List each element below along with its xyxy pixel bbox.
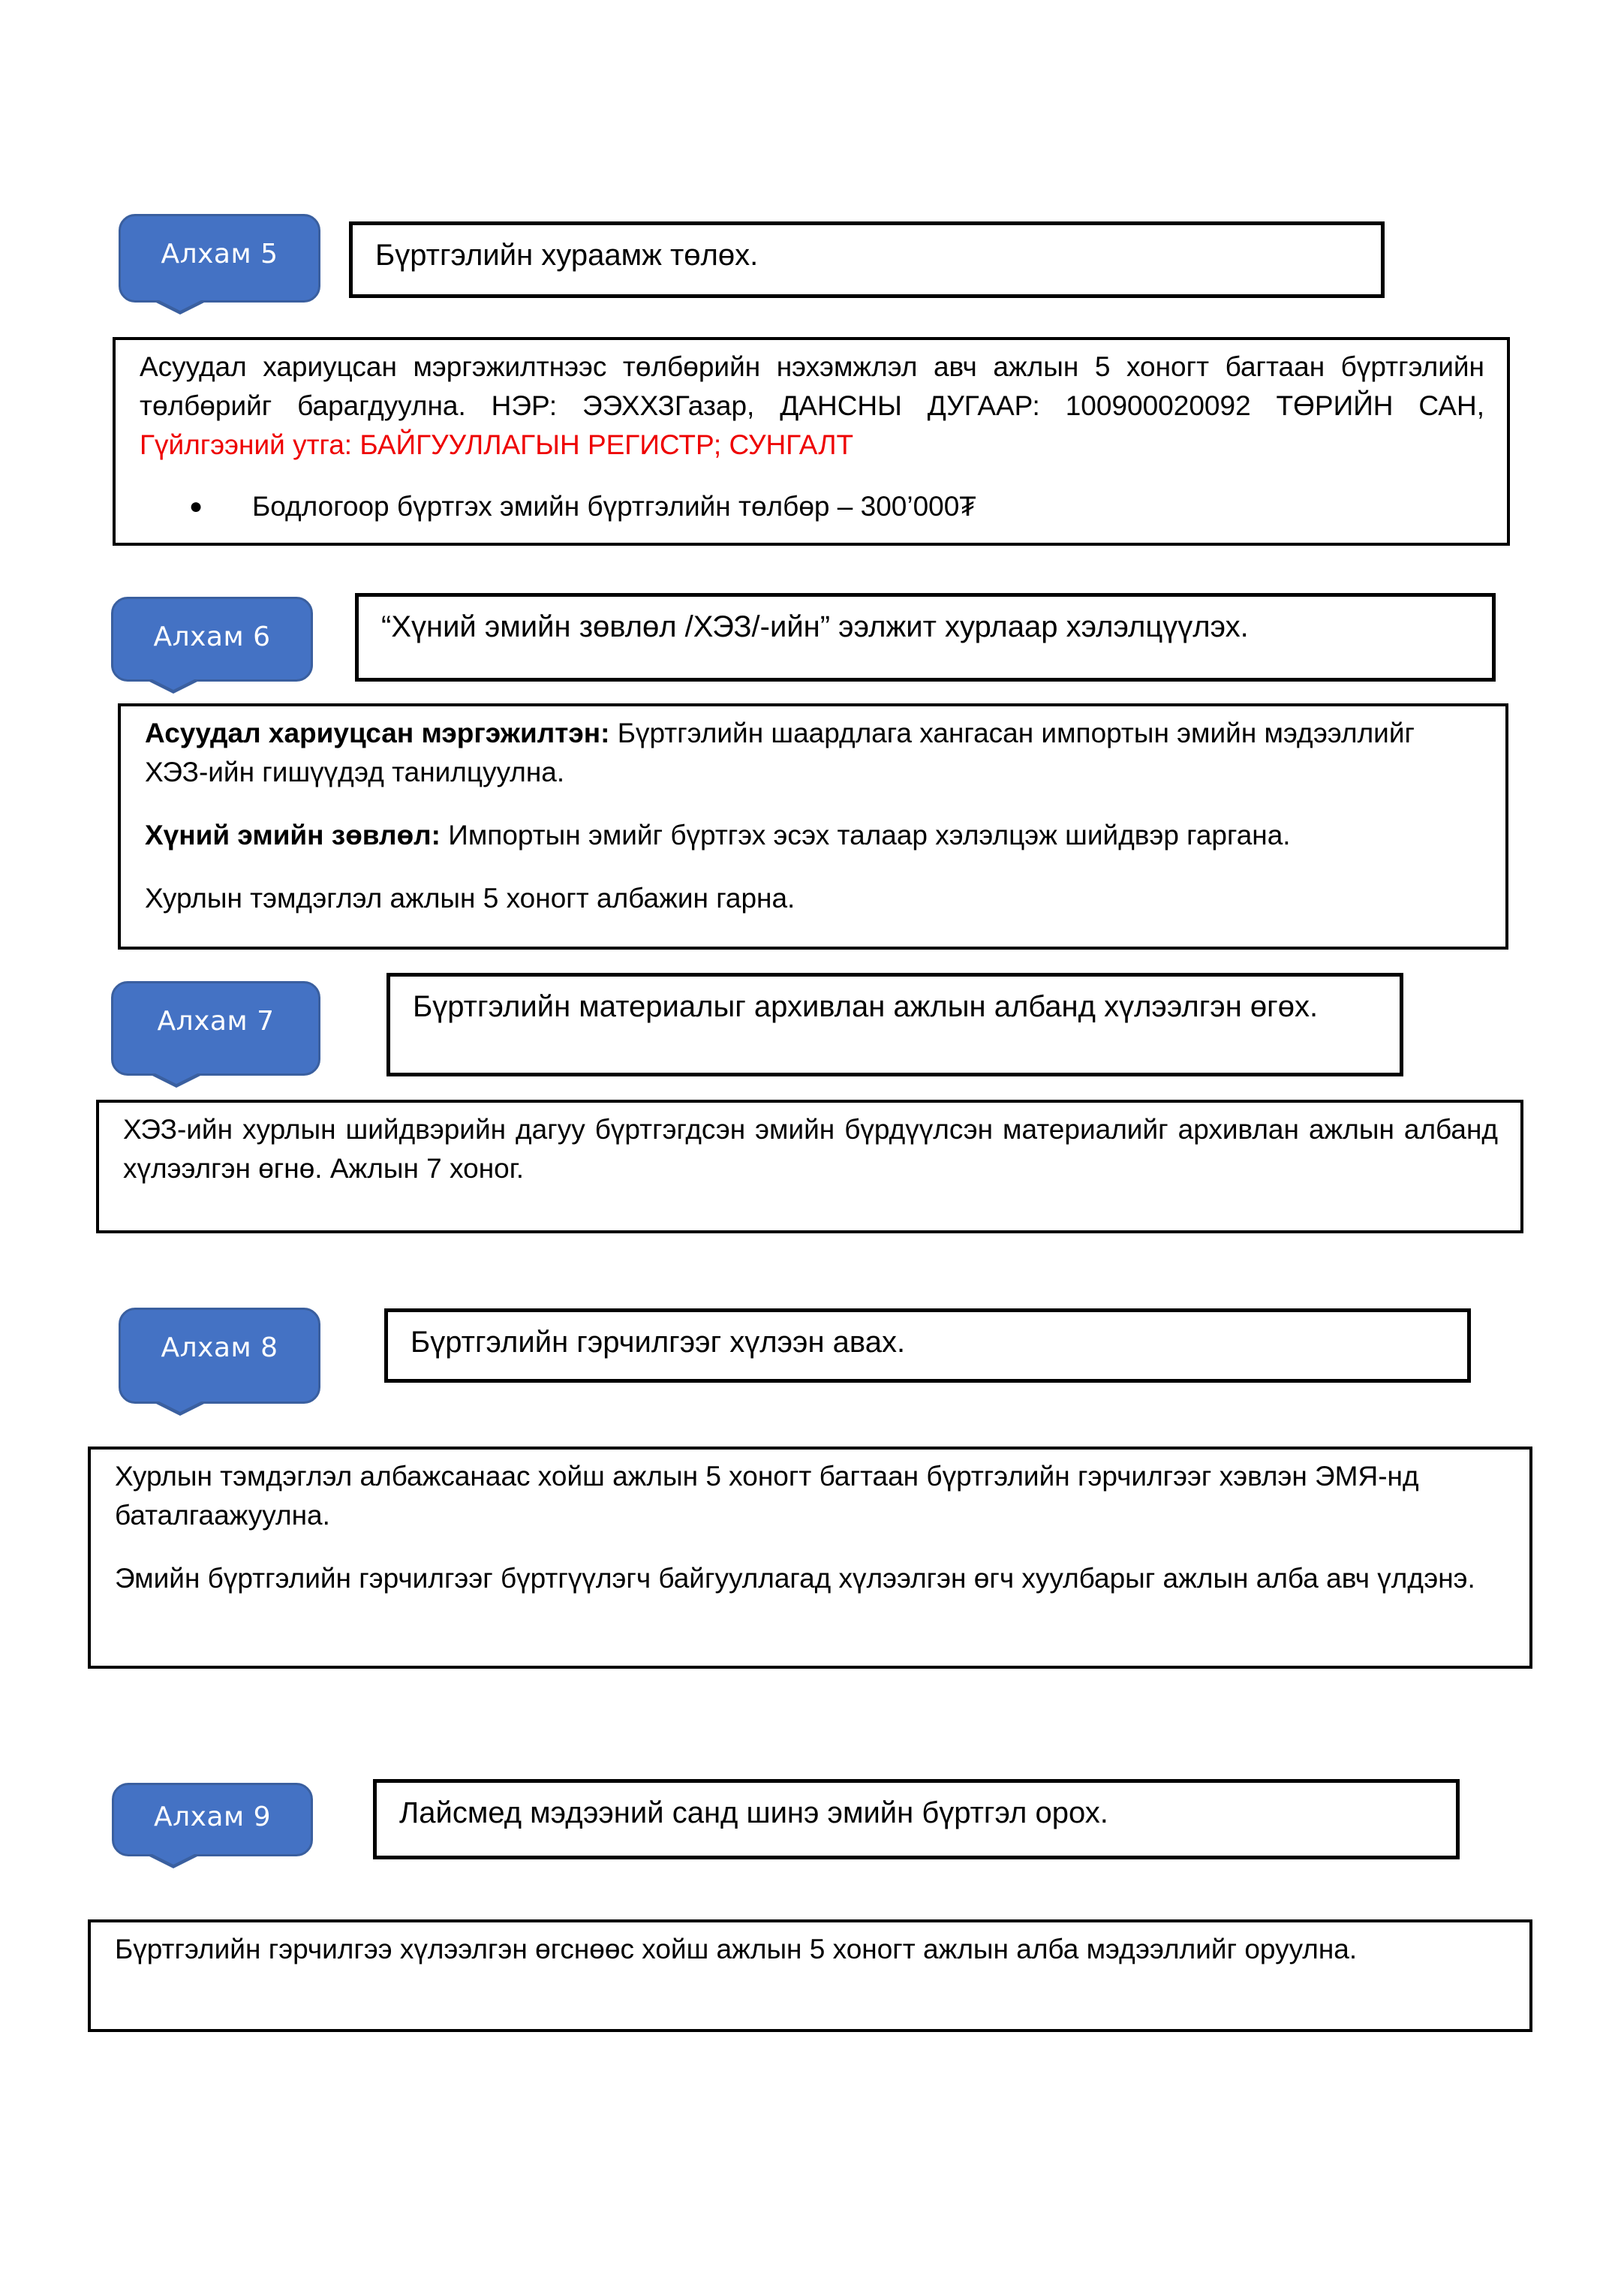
step-9-title: Лайсмед мэдээний санд шинэ эмийн бүртгэл орох. — [399, 1796, 1108, 1829]
step-5-title: Бүртгэлийн хураамж төлөх. — [375, 239, 759, 272]
step-5-bullet-item — [140, 487, 1484, 526]
step-6-role-2: Хүний эмийн зөвлөл: — [145, 820, 441, 850]
step-7-callout — [111, 981, 320, 1076]
step-7-body-box — [96, 1100, 1523, 1233]
step-6-label: Алхам 6 — [153, 622, 271, 652]
step-9-callout — [112, 1783, 313, 1856]
callout-pointer-icon — [155, 1403, 206, 1416]
step-6-role-1: Асуудал хариуцсан мэргэжилтэн: — [145, 718, 610, 748]
step-7-title-box — [386, 973, 1403, 1076]
step-5-callout — [119, 214, 320, 303]
step-5-body-text — [140, 348, 1484, 465]
step-5-transaction-note: Гүйлгээний утга: БАЙГУУЛЛАГЫН РЕГИСТР; СУНГАЛТ — [140, 429, 854, 460]
step-6-text-1: Бүртгэлийн шаардлага хангасан импортын эмийн мэдээллийг ХЭЗ-ийн гишүүдэд танилцуулна. — [145, 718, 1415, 787]
step-7-label: Алхам 7 — [157, 1006, 275, 1037]
step-9-label: Алхам 9 — [153, 1802, 271, 1832]
step-9-body-text: Бүртгэлийн гэрчилгээ хүлээлгэн өгснөөс хойш ажлын 5 хоногт ажлын алба мэдээллийг оруулна. — [115, 1934, 1358, 1964]
step-6-callout — [111, 597, 313, 682]
step-8-title: Бүртгэлийн гэрчилгээг хүлээн авах. — [411, 1326, 906, 1359]
callout-pointer-icon — [148, 681, 199, 694]
callout-pointer-icon — [148, 1856, 199, 1868]
step-8-paragraph-1: Хурлын тэмдэглэл албажсанаас хойш ажлын 5 хоногт багтаан бүртгэлийн гэрчилгээг хэвлэн ЭМЯ-нд баталгаажуулна. — [115, 1461, 1419, 1531]
step-5-fee: Бодлогоор бүртгэх эмийн бүртгэлийн төлбөр – 300’000₮ — [252, 491, 976, 522]
step-5-title-box — [349, 221, 1385, 298]
step-6-title: “Хүний эмийн зөвлөл /ХЭЗ/-ийн” ээлжит хурлаар хэлэлцүүлэх. — [381, 610, 1249, 643]
step-5-body-box — [113, 337, 1510, 546]
callout-pointer-icon — [155, 302, 206, 315]
callout-pointer-icon — [151, 1075, 202, 1088]
step-6-paragraph-2 — [145, 816, 1483, 855]
step-6-text-2: Импортын эмийг бүртгэх эсэх талаар хэлэлцэж шийдвэр гаргана. — [441, 820, 1291, 850]
step-8-paragraph-2: Эмийн бүртгэлийн гэрчилгээг бүртгүүлэгч байгууллагад хүлээлгэн өгч хуулбарыг ажлын алба авч үлдэнэ. — [115, 1563, 1475, 1594]
step-6-paragraph-1 — [145, 714, 1483, 792]
bullet-icon: ● — [188, 494, 203, 519]
step-5-payment-info: Асуудал хариуцсан мэргэжилтнээс төлбөрийн нэхэмжлэл авч ажлын 5 хоногт багтаан бүртгэлийн төлбөрийг барагдуулна. НЭР: ЭЭХХЗГазар, ДАНСНЫ ДУГААР: 100900020092 ТӨРИЙН САН, — [140, 351, 1484, 421]
step-6-paragraph-3: Хурлын тэмдэглэл ажлын 5 хоногт албажин гарна. — [145, 883, 795, 914]
step-7-body-text: ХЭЗ-ийн хурлын шийдвэрийн дагуу бүртгэгдсэн эмийн бүрдүүлсэн материалийг архивлан ажлын албанд хүлээлгэн өгнө. Ажлын 7 хоног. — [123, 1114, 1498, 1184]
step-9-body-box — [88, 1919, 1532, 2032]
step-7-title: Бүртгэлийн материалыг архивлан ажлын албанд хүлээлгэн өгөх. — [413, 990, 1319, 1023]
step-8-body-box — [88, 1447, 1532, 1669]
step-6-body-box — [118, 703, 1508, 950]
step-8-title-box — [384, 1308, 1471, 1383]
step-6-title-box — [355, 593, 1496, 682]
step-8-callout — [119, 1308, 320, 1404]
step-8-label: Алхам 8 — [161, 1332, 278, 1363]
step-5-label: Алхам 5 — [161, 239, 278, 269]
step-9-title-box — [373, 1779, 1460, 1859]
